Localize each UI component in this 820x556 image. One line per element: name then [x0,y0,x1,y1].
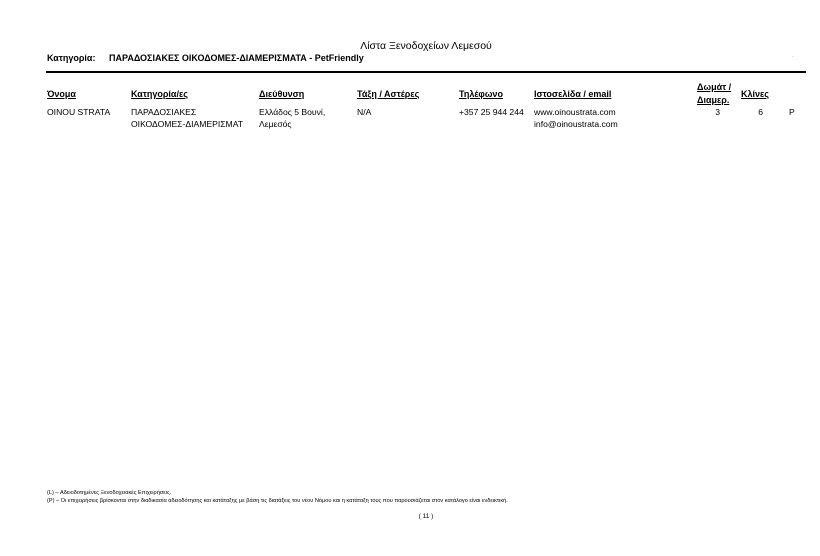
document-title: Λίστα Ξενοδοχείων Λεμεσού [360,40,492,52]
row-address [259,106,325,130]
header-category: Κατηγορία/ες [131,89,188,99]
row-phone: +357 25 944 244 [459,107,524,117]
corner-mark: . [792,52,794,59]
header-name: Όνομα [47,89,76,99]
row-rating: N/A [357,107,372,117]
header-phone: Τηλέφωνο [459,89,503,99]
row-rooms: 3 [715,107,720,117]
header-address: Διεύθυνση [259,89,305,99]
row-website: www.oinoustrata.com [534,107,616,117]
page-number: ( 11 ) [418,513,434,520]
header-rule [46,71,806,73]
header-rooms-line1: Δωμάτ / [697,82,732,92]
category-value: ΠΑΡΑΔΟΣΙΑΚΕΣ ΟΙΚΟΔΟΜΕΣ-ΔΙΑΜΕΡΙΣΜΑΤΑ - PetFriendly [109,53,364,63]
row-email: info@oinoustrata.com [534,119,618,129]
row-category-line1: ΠΑΡΑΔΟΣΙΑΚΕΣ [131,107,197,117]
footnote-l: (L) – Αδειοδοτημένες Ξενοδοχειακές Επιχειρήσεις. [47,490,172,496]
row-flag: P [789,107,795,117]
row-address-line2: Λεμεσός [259,119,292,129]
header-rooms [697,81,731,107]
row-name: OINOU STRATA [47,107,111,117]
row-web [534,106,618,130]
header-web: Ιστοσελίδα / email [534,89,612,99]
row-category [131,106,243,130]
footnote-p: (P) – Οι επιχειρήσεις βρίσκονται στην διαδικασία αδειοδότησης και κατάταξης με βάση τις διατάξεις του νέου Νόμου και η κατάταξη τους που παρουσιάζεται στον κατάλογο είναι ενδεικτική. [47,498,508,504]
row-beds: 6 [758,107,763,117]
row-address-line1: Ελλάδος 5 Βουνί, [259,107,326,117]
header-rating: Τάξη / Αστέρες [357,89,420,99]
header-rooms-line2: Διαμερ. [697,95,730,105]
row-category-line2: ΟΙΚΟΔΟΜΕΣ-ΔΙΑΜΕΡΙΣΜΑΤ [131,119,244,129]
category-label: Κατηγορία: [47,53,96,63]
header-beds: Κλίνες [741,89,769,99]
